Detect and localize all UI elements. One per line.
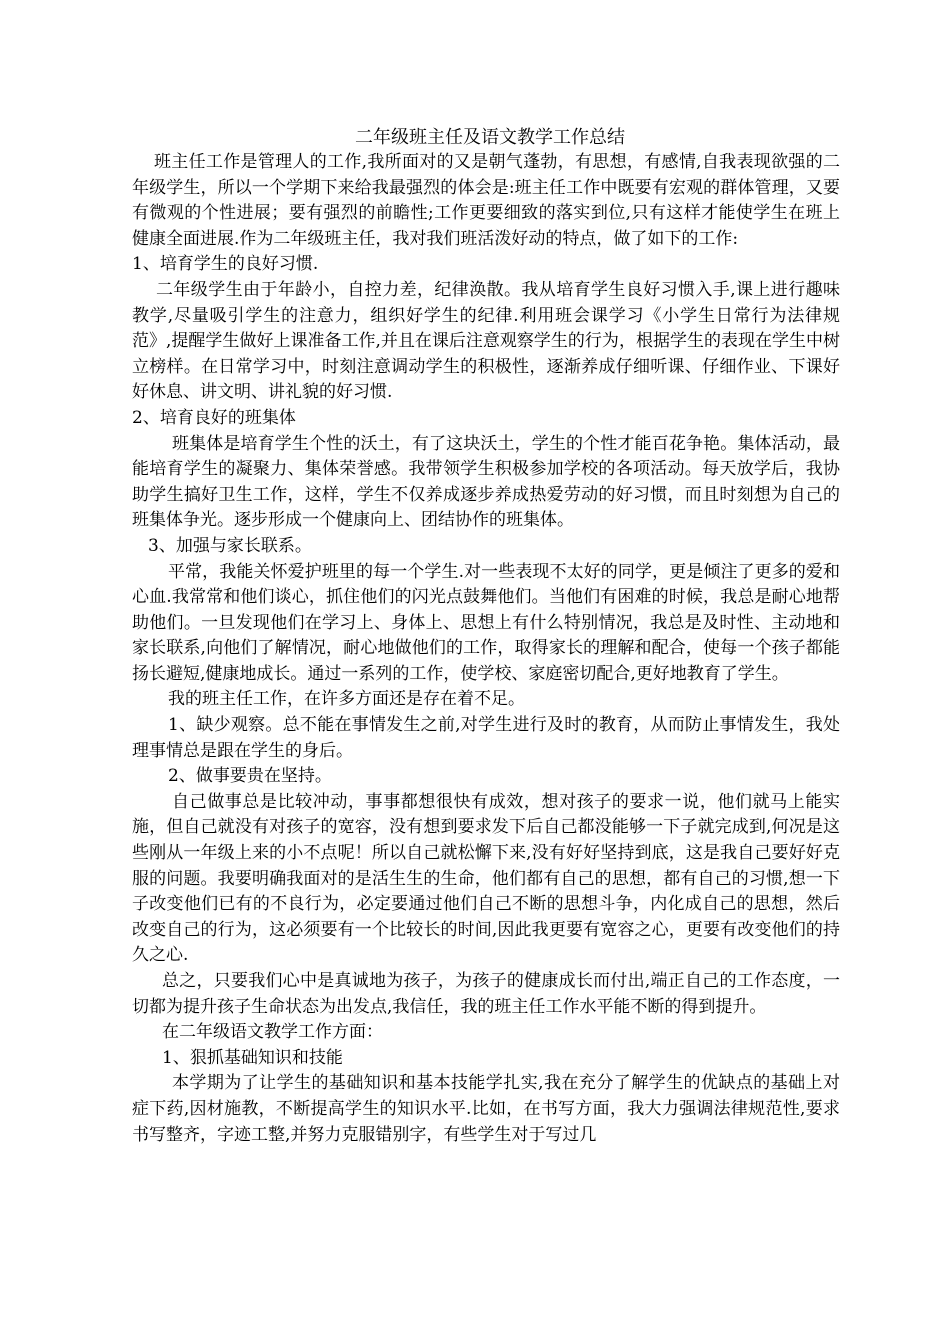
section-heading-class-collective: 2、培育良好的班集体 bbox=[132, 407, 296, 428]
section-heading-parents: 3、加强与家长联系。 bbox=[148, 535, 312, 556]
paragraph-parents: 平常，我能关怀爱护班里的每一个学生.对一些表现不太好的同学，更是倾注了更多的爱和心血.我常常和他们谈心，抓住他们的闪光点鼓舞他们。当他们有困难的时候，我总是耐心地帮助他们。一旦发现他们在学习上、身体上、思想上有什么特别情况，我总是及时性、主动地和家长联系,向他们了解情况，耐心地做他们的工作，取得家长的理解和配合，使每一个孩子都能扬长避短,健康地成长。通过一系列的工作，使学校、家庭密切配合,更好地教育了学生。 bbox=[132, 561, 840, 684]
paragraph-summary: 总之，只要我们心中是真诚地为孩子，为孩子的健康成长而付出,端正自己的工作态度，一切都为提升孩子生命状态为出发点,我信任，我的班主任工作水平能不断的得到提升。 bbox=[132, 971, 840, 1017]
section-heading-habits: 1、培育学生的良好习惯. bbox=[132, 254, 319, 275]
paragraph-chinese-teaching: 在二年级语文教学工作方面： bbox=[162, 1022, 383, 1043]
paragraph-intro: 班主任工作是管理人的工作,我所面对的又是朝气蓬勃，有思想，有感情,自我表现欲强的二年级学生，所以一个学期下来给我最强烈的体会是:班主任工作中既要有宏观的群体管理，又要有微观的个性进展；要有强烈的前瞻性;工作更要细致的落实到位,只有这样才能使学生在班上健康全面进展.作为二年级班主任，我对我们班活泼好动的特点，做了如下的工作: bbox=[132, 152, 840, 249]
paragraph-shortcoming-1: 1、缺少观察。总不能在事情发生之前,对学生进行及时的教育，从而防止事情发生，我处理事情总是跟在学生的身后。 bbox=[132, 715, 840, 761]
document-body bbox=[132, 150, 840, 1148]
section-heading-basics: 1、狠抓基础知识和技能 bbox=[162, 1047, 343, 1068]
paragraph-class-collective: 班集体是培育学生个性的沃土，有了这块沃土，学生的个性才能百花争艳。集体活动，最能培育学生的凝聚力、集体荣誉感。我带领学生积极参加学校的各项活动。每天放学后，我协助学生搞好卫生工作，这样，学生不仅养成逐步养成热爱劳动的好习惯，而且时刻想为自己的班集体争光。逐步形成一个健康向上、团结协作的班集体。 bbox=[132, 433, 840, 531]
document-title: 二年级班主任及语文教学工作总结 bbox=[355, 127, 625, 148]
paragraph-habits: 二年级学生由于年龄小，自控力差，纪律涣散。我从培育学生良好习惯入手,课上进行趣味教学,尽量吸引学生的注意力，组织好学生的纪律.利用班会课学习《小学生日常行为法律规范》,提醒学生做好上课准备工作,并且在课后注意观察学生的行为，根据学生的表现在学生中树立榜样。在日常学习中，时刻注意调动学生的积极性，逐渐养成仔细听课、仔细作业、下课好好休息、讲文明、讲礼貌的好习惯. bbox=[132, 279, 840, 403]
paragraph-shortcoming-2: 2、做事要贵在坚持。 bbox=[168, 766, 332, 787]
paragraph-shortcomings: 我的班主任工作，在许多方面还是存在着不足。 bbox=[168, 689, 525, 710]
paragraph-basics: 本学期为了让学生的基础知识和基本技能学扎实,我在充分了解学生的优缺点的基础上对症下药,因材施教，不断提高学生的知识水平.比如，在书写方面，我大力强调法律规范性,要求书写整齐，字迹工整,并努力克服错别字，有些学生对于写过几 bbox=[132, 1073, 840, 1145]
paragraph-persistence: 自己做事总是比较冲动，事事都想很快有成效，想对孩子的要求一说，他们就马上能实施，但自己就没有对孩子的宽容，没有想到要求发下后自己都没能够一下子就完成到,何况是这些刚从一年级上来的小不点呢！所以自己就松懈下来,没有好好坚持到底，这是我自己要好好克服的问题。我要明确我面对的是活生生的生命，他们都有自己的思想，都有自己的习惯,想一下子改变他们已有的不良行为，必定要通过他们自己不断的思想斗争，内化成自己的思想，然后改变自己的行为，这必须要有一个比较长的时间,因此我更要有宽容之心，更要有改变他们的持久之心. bbox=[132, 791, 840, 966]
